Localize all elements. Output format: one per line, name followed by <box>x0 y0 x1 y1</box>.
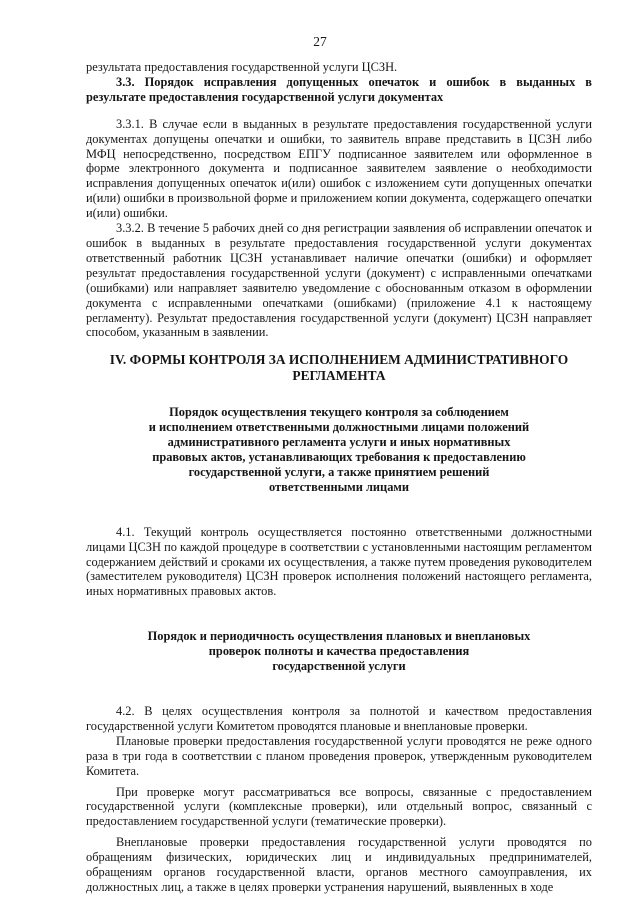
page-number: 27 <box>313 34 327 49</box>
subheading-line: Порядок и периодичность осуществления плановых и внеплановых <box>147 629 531 644</box>
page-content <box>86 60 592 895</box>
section-iv-heading <box>86 352 592 383</box>
paragraph-3-3-1: 3.3.1. В случае если в выданных в результате предоставления государственной услуги документах допущены опечатки и ошибки, то заявитель вправе представить в ЦСЗН либо МФЦ непосредственно, посредством ЕПГУ подписанное заявителем или оформленное в форме электронного документа и подписанное заявителем заявление о необходимости исправления допущенных опечаток и(или) ошибок с изложением сути допущенных опечатки и(или) ошибки в произвольной форме и приложением копии документа, содержащего опечатки и(или) ошибки. <box>86 116 592 221</box>
paragraph-planned-checks: Плановые проверки предоставления государственной услуги проводятся не реже одного раза в три года в соответствии с планом проведения проверок, утвержденным руководителем Комитета. <box>86 733 592 778</box>
section-iv-heading-line-2: РЕГЛАМЕНТА <box>292 367 386 383</box>
subheading-line: ответственными лицами <box>269 479 409 494</box>
subheading-line: проверок полноты и качества предоставления <box>208 644 470 659</box>
subsection-current-control-heading <box>86 405 592 494</box>
subheading-line: Порядок осуществления текущего контроля за соблюдением <box>169 405 509 420</box>
subsection-inspections-heading <box>86 629 592 674</box>
subheading-line: правовых актов, устанавливающих требования к предоставлению <box>152 450 526 465</box>
paragraph-4-1: 4.1. Текущий контроль осуществляется постоянно ответственными должностными лицами ЦСЗН по каждой процедуре в соответствии с установленными настоящим регламентом содержанием действий и сроками их осуществления, а также путем проведения руководителем (заместителем руководителя) ЦСЗН проверок исполнения положений настоящего регламента, иных нормативных правовых актов. <box>86 524 592 599</box>
subheading-line: государственной услуги <box>272 659 406 674</box>
paragraph-4-2: 4.2. В целях осуществления контроля за полнотой и качеством предоставления государственной услуги Комитетом проводятся плановые и внеплановые проверки. <box>86 704 592 733</box>
paragraph-intro: результата предоставления государственной услуги ЦСЗН. <box>86 60 398 74</box>
subheading-line: и исполнением ответственными должностными лицами положений <box>148 420 530 435</box>
section-iv-heading-line-1: IV. ФОРМЫ КОНТРОЛЯ ЗА ИСПОЛНЕНИЕМ АДМИНИСТРАТИВНОГО <box>109 352 569 368</box>
paragraph-3-3-2: 3.3.2. В течение 5 рабочих дней со дня регистрации заявления об исправлении опечаток и ошибок в выданных в результате предоставления государственной услуги документах ответственный работник ЦСЗН устанавливает наличие опечатки (ошибки) и оформляет результат предоставления государственной услуги (документ) с исправленными опечатками (ошибками) или направляет заявителю уведомление с обоснованным отказом в оформлении документа с исправленными опечатками (ошибками) (приложение 4.1 к настоящему регламенту). Результат предоставления государственной услуги (документ) ЦСЗН направляет способом, указанным в заявлении. <box>86 221 592 340</box>
paragraph-unplanned-checks: Внеплановые проверки предоставления государственной услуги проводятся по обращениям физических, юридических лиц и индивидуальных предпринимателей, обращениям органов государственной власти, органов местного самоуправления, их должностных лиц, а также в целях проверки устранения нарушений, выявленных в ходе <box>86 835 592 894</box>
paragraph-check-scope: При проверке могут рассматриваться все вопросы, связанные с предоставлением государственной услуги (комплексные проверки), или отдельный вопрос, связанный с предоставлением государственной услуги (тематические проверки). <box>86 784 592 829</box>
subheading-line: государственной услуги, а также принятием решений <box>188 464 490 479</box>
subheading-line: административного регламента услуги и иных нормативных <box>167 435 511 450</box>
section-3-3-heading: 3.3. Порядок исправления допущенных опечаток и ошибок в выданных в результате предоставления государственной услуги документах <box>86 74 592 104</box>
